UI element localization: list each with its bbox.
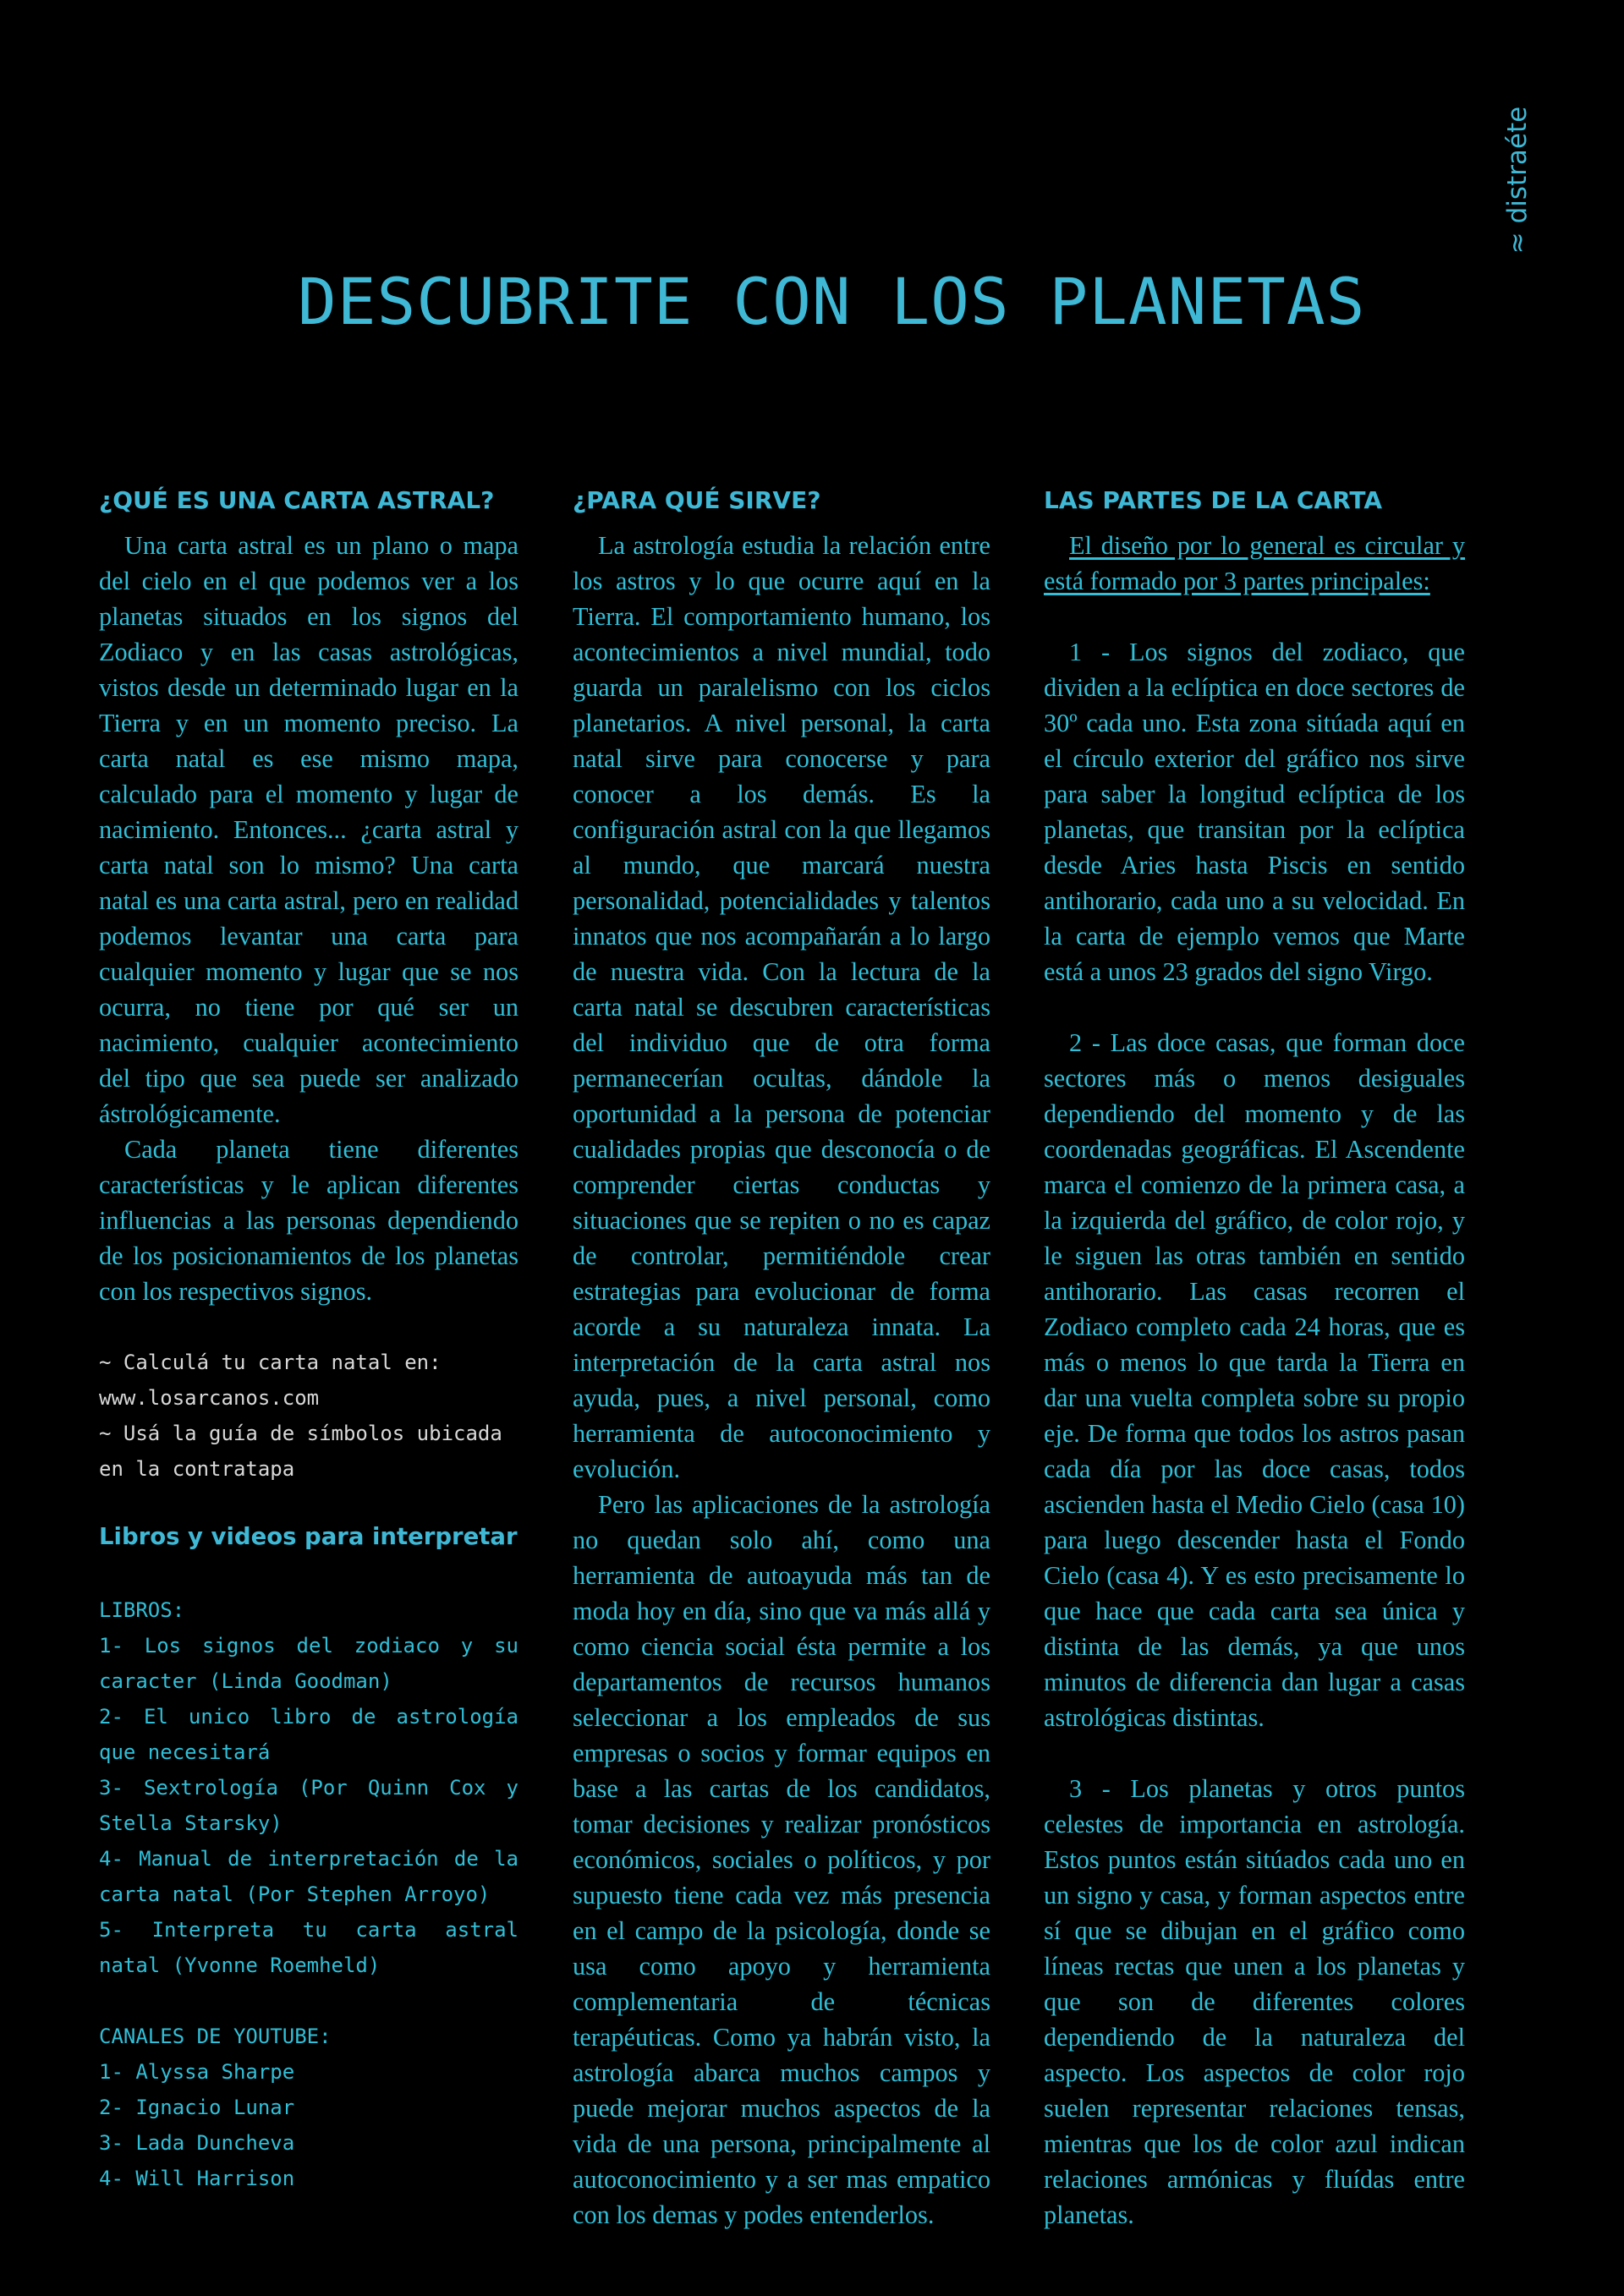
channels-label: CANALES DE YOUTUBE:: [99, 2025, 332, 2048]
section-tag: [1501, 106, 1534, 255]
channel-item: 4- Will Harrison: [99, 2167, 295, 2190]
column-chart-parts: [1044, 474, 1465, 2233]
book-item: 1- Los signos del zodiaco y su caracter (Linda Goodman): [99, 1634, 518, 1693]
channel-item: 2- Ignacio Lunar: [99, 2096, 295, 2119]
paragraph: Pero las aplicaciones de la astrología no quedan solo ahí, como una herramienta de autoayuda más tan de moda hoy en día, sino que va más allá y como ciencia social ésta permite a los departamentos de recursos humanos seleccionar a los empleados de sus empresas o socios y formar equipos en base a las cartas de los candidatos, tomar decisiones y realizar pronósticos económicos, sociales o políticos, y por supuesto tiene cada vez más presencia en el campo de la psicología, donde se usa como apoyo y herramienta complementaria de técnicas terapéuticas. Como ya habrán visto, la astrología abarca muchos campos y puede mejorar muchos aspectos de la vida de una persona, principalmente al autoconocimiento y a ser mas empatico con los demas y podes entenderlos.: [573, 1490, 990, 2229]
paragraph: La astrología estudia la relación entre los astros y lo que ocurre aquí en la Tierra. El comportamiento humano, los acontecimientos a nivel mundial, todo guarda un paralelismo con los ciclos planetarios. A nivel personal, la carta natal sirve para conocerse y para conocer a los demás. Es la configuración astral con la que llegamos al mundo, que marcará nuestra personalidad, potencialidades y talentos innatos que nos acompañarán a lo largo de nuestra vida. Con la lectura de la carta natal se descubren características del individuo que de otra forma permanecerían ocultas, dándole la oportunidad a la persona de potenciar cualidades propias que desconocía o de comprender ciertas conductas y situaciones que se repiten o no es capaz de controlar, permitiéndole crear estrategias para evolucionar de forma acorde a su naturaleza innata. La interpretación de la carta astral nos ayuda, pues, a nivel personal, como herramienta de autoconocimiento y evolución.: [573, 531, 990, 1483]
section-heading-chart-parts: LAS PARTES DE LA CARTA: [1044, 486, 1382, 514]
section-heading-purpose: ¿PARA QUÉ SIRVE?: [573, 486, 821, 514]
resources-heading: Libros y videos para interpretar: [99, 1523, 518, 1550]
tip-line: en la contratapa: [99, 1457, 295, 1481]
channel-item: 3- Lada Duncheva: [99, 2131, 295, 2155]
page-title: DESCUBRITE CON LOS PLANETAS: [298, 264, 1366, 339]
book-item: 2- El unico libro de astrología que necesitará: [99, 1705, 518, 1764]
column-body: [99, 528, 518, 1309]
column-body: [573, 528, 990, 2233]
book-item: 4- Manual de interpretación de la carta natal (Por Stephen Arroyo): [99, 1847, 518, 1906]
tip-line: ~ Calculá tu carta natal en:: [99, 1351, 442, 1374]
channel-item: 1- Alyssa Sharpe: [99, 2060, 295, 2084]
part-paragraph-signs: 1 - Los signos del zodiaco, que dividen a la eclíptica en doce sectores de 30º cada uno. Esta zona sitúada aquí en el círculo exterior del gráfico nos sirve para saber la longitud eclíptica de los planetas, que transitan por la eclíptica desde Aries hasta Piscis en sentido antihorario, cada uno a su velocidad. En la carta de ejemplo vemos que Marte está a unos 23 grados del signo Virgo.: [1044, 638, 1465, 986]
website-link[interactable]: www.losarcanos.com: [99, 1386, 320, 1410]
column-what-is: [99, 474, 518, 2196]
column-purpose: [573, 474, 990, 2233]
part-paragraph-houses: 2 - Las doce casas, que forman doce sectores más o menos desiguales dependiendo del momento y de las coordenadas geográficas. El Ascendente marca el comienzo de la primera casa, a la izquierda del gráfico, de color rojo, y le siguen las otras también en sentido antihorario. Las casas recorren el Zodiaco completo cada 24 horas, que es más o menos lo que tarda la Tierra en dar una vuelta completa sobre su propio eje. De forma que todos los astros pasan cada día por las doce casas, todos ascienden hasta el Medio Cielo (casa 10) para luego descender hasta el Fondo Cielo (casa 4). Y es esto precisamente lo que hace que cada carta sea única y distinta de las demás, ya que unos minutos de diferencia dan lugar a casas astrológicas distintas.: [1044, 1028, 1465, 1732]
books-label: LIBROS:: [99, 1598, 185, 1622]
tip-line: ~ Usá la guía de símbolos ubicada: [99, 1422, 502, 1445]
book-item: 3- Sextrología (Por Quinn Cox y Stella Starsky): [99, 1776, 518, 1835]
intro-paragraph: El diseño por lo general es circular y está formado por 3 partes principales:: [1044, 531, 1465, 595]
part-paragraph-planets: 3 - Los planetas y otros puntos celestes de importancia en astrología. Estos puntos están sitúados cada uno en un signo y casa, y forman aspectos entre sí que se dibujan en el gráfico como líneas rectas que unen a los planetas y que son de diferentes colores dependiendo de la naturaleza del aspecto. Los aspectos de color rojo suelen representar relaciones tensas, mientras que los de color azul indican relaciones armónicas y fluídas entre planetas.: [1044, 1774, 1465, 2229]
paragraph: Cada planeta tiene diferentes características y le aplican diferentes influencias a las personas dependiendo de los posicionamientos de los planetas con los respectivos signos.: [99, 1135, 518, 1306]
paragraph: Una carta astral es un plano o mapa del cielo en el que podemos ver a los planetas situados en los signos del Zodiaco y en las casas astrológicas, vistos desde un determinado lugar en la Tierra y en un momento preciso. La carta natal es ese mismo mapa, calculado para el momento y lugar de nacimiento. Entonces... ¿carta astral y carta natal son lo mismo? Una carta natal es una carta astral, pero en realidad podemos levantar una carta para cualquier momento y lugar que se nos ocurra, no tiene por qué ser un nacimiento, cualquier acontecimiento del tipo que sea puede ser analizado ástrológicamente.: [99, 531, 518, 1128]
column-body: [1044, 528, 1465, 2233]
section-heading-what-is: ¿QUÉ ES UNA CARTA ASTRAL?: [99, 486, 495, 514]
book-item: 5- Interpreta tu carta astral natal (Yvonne Roemheld): [99, 1918, 518, 1977]
section-tag-label: ≈ distraéte: [1502, 106, 1533, 255]
